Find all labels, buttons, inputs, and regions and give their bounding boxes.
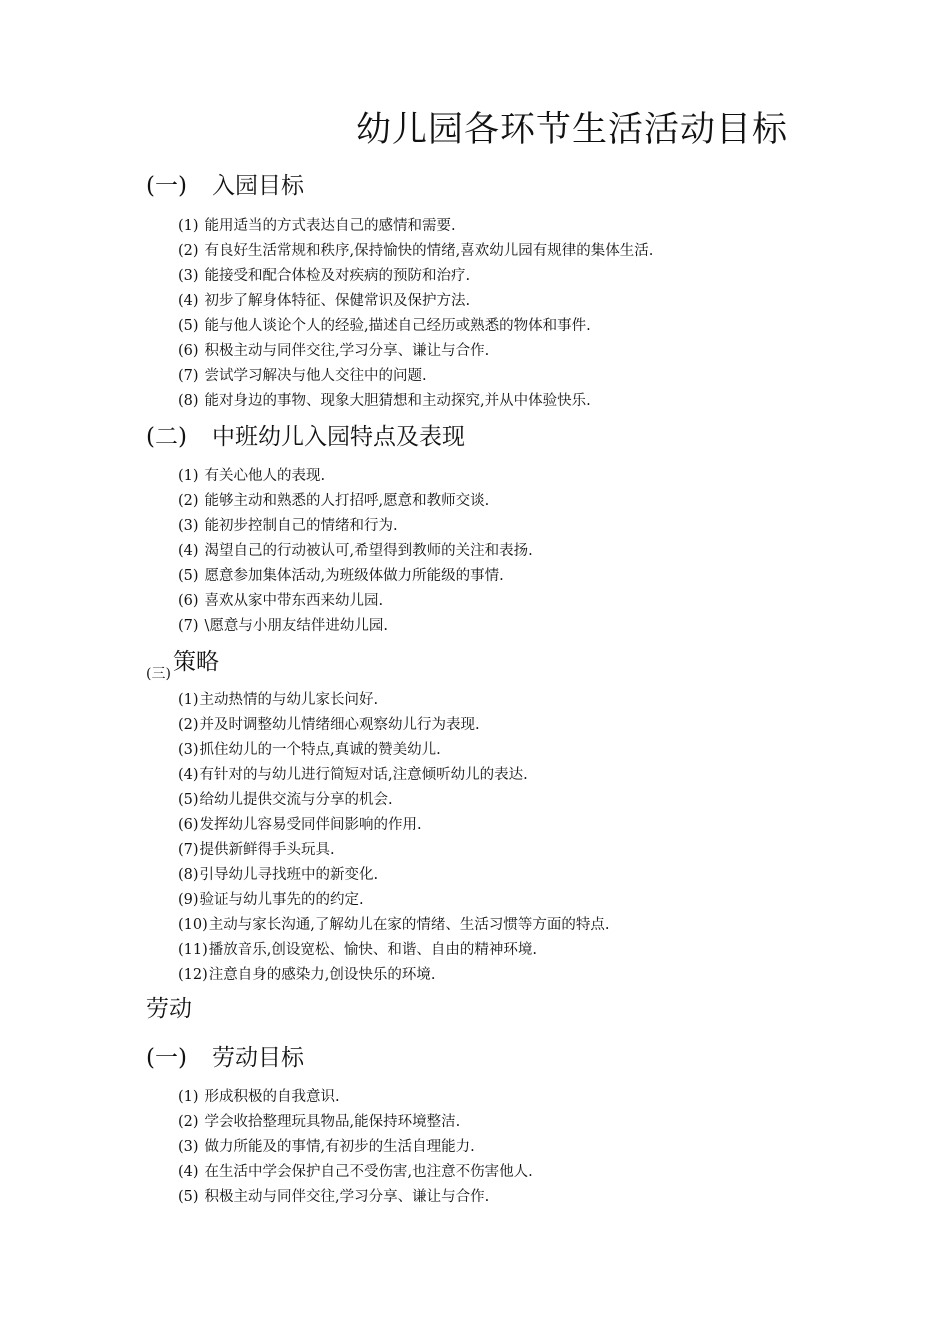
list-item: (3) 做力所能及的事情,有初步的生活自理能力.	[178, 1139, 475, 1155]
list-item: (4) 渴望自己的行动被认可,希望得到教师的关注和表扬.	[178, 543, 533, 559]
list-item: (9)验证与幼儿事先的的约定.	[178, 892, 364, 908]
section-number: (二)	[146, 424, 187, 450]
list-item: (8)引导幼儿寻找班中的新变化.	[178, 867, 379, 883]
list-item: (1) 能用适当的方式表达自己的感情和需要.	[178, 218, 456, 234]
list-item: (5)给幼儿提供交流与分享的机会.	[178, 792, 393, 808]
section-title: 入园目标	[212, 173, 304, 199]
section-number: (一)	[146, 173, 187, 199]
list-item: (6)发挥幼儿容易受同伴间影响的作用.	[178, 817, 422, 833]
list-item: (3)抓住幼儿的一个特点,真诚的赞美幼儿.	[178, 742, 441, 758]
list-item: (3) 能初步控制自己的情绪和行为.	[178, 518, 398, 534]
list-item: (7) \愿意与小朋友结伴进幼儿园.	[178, 618, 389, 634]
list-item: (5) 积极主动与同伴交往,学习分享、谦让与合作.	[178, 1189, 490, 1205]
list-item: (1) 有关心他人的表现.	[178, 468, 326, 484]
section-heading-ruyuan-mubiao	[146, 167, 304, 200]
section-heading-celue	[146, 649, 219, 685]
list-item: (2) 能够主动和熟悉的人打招呼,愿意和教师交谈.	[178, 493, 490, 509]
list-item: (5) 愿意参加集体活动,为班级体做力所能级的事情.	[178, 568, 504, 584]
strategy-list	[178, 688, 609, 988]
list-item: (3) 能接受和配合体检及对疾病的预防和治疗.	[178, 268, 471, 284]
list-item: (8) 能对身边的事物、现象大胆猜想和主动探究,并从中体验快乐.	[178, 393, 591, 409]
goal-list-ruyuan	[178, 214, 653, 414]
section-title: 劳动目标	[212, 1045, 304, 1071]
list-item: (7)提供新鲜得手头玩具.	[178, 842, 335, 858]
section-title: 中班幼儿入园特点及表现	[212, 424, 465, 450]
section-number: (三)	[146, 666, 171, 682]
list-item: (1) 形成积极的自我意识.	[178, 1089, 340, 1105]
list-item: (4) 初步了解身体特征、保健常识及保护方法.	[178, 293, 471, 309]
part-heading-laodong: 劳动	[146, 996, 192, 1022]
list-item: (11)播放音乐,创设宽松、愉快、和谐、自由的精神环境.	[178, 942, 537, 958]
section-heading-laodong-mubiao	[146, 1039, 304, 1072]
document-title: 幼儿园各环节生活活动目标	[356, 110, 789, 150]
section-title: 策略	[172, 649, 219, 675]
list-item: (7) 尝试学习解决与他人交往中的问题.	[178, 368, 427, 384]
list-item: (5) 能与他人谈论个人的经验,描述自己经历或熟悉的物体和事件.	[178, 318, 591, 334]
goal-list-laodong	[178, 1085, 533, 1210]
list-item: (6) 喜欢从家中带东西来幼儿园.	[178, 593, 384, 609]
list-item: (4)有针对的与幼儿进行简短对话,注意倾听幼儿的表达.	[178, 767, 528, 783]
list-item: (6) 积极主动与同伴交往,学习分享、谦让与合作.	[178, 343, 490, 359]
list-item: (4) 在生活中学会保护自己不受伤害,也注意不伤害他人.	[178, 1164, 533, 1180]
section-number: (一)	[146, 1045, 187, 1071]
list-item: (2) 有良好生活常规和秩序,保持愉快的情绪,喜欢幼儿园有规律的集体生活.	[178, 243, 654, 259]
section-heading-zhongban-tedian	[146, 418, 465, 451]
list-item: (10)主动与家长沟通,了解幼儿在家的情绪、生活习惯等方面的特点.	[178, 917, 610, 933]
list-item: (1)主动热情的与幼儿家长问好.	[178, 692, 379, 708]
list-item: (12)注意自身的感染力,创设快乐的环境.	[178, 967, 436, 983]
feature-list-zhongban	[178, 464, 533, 639]
list-item: (2)并及时调整幼儿情绪细心观察幼儿行为表现.	[178, 717, 480, 733]
list-item: (2) 学会收拾整理玩具物品,能保持环境整洁.	[178, 1114, 461, 1130]
